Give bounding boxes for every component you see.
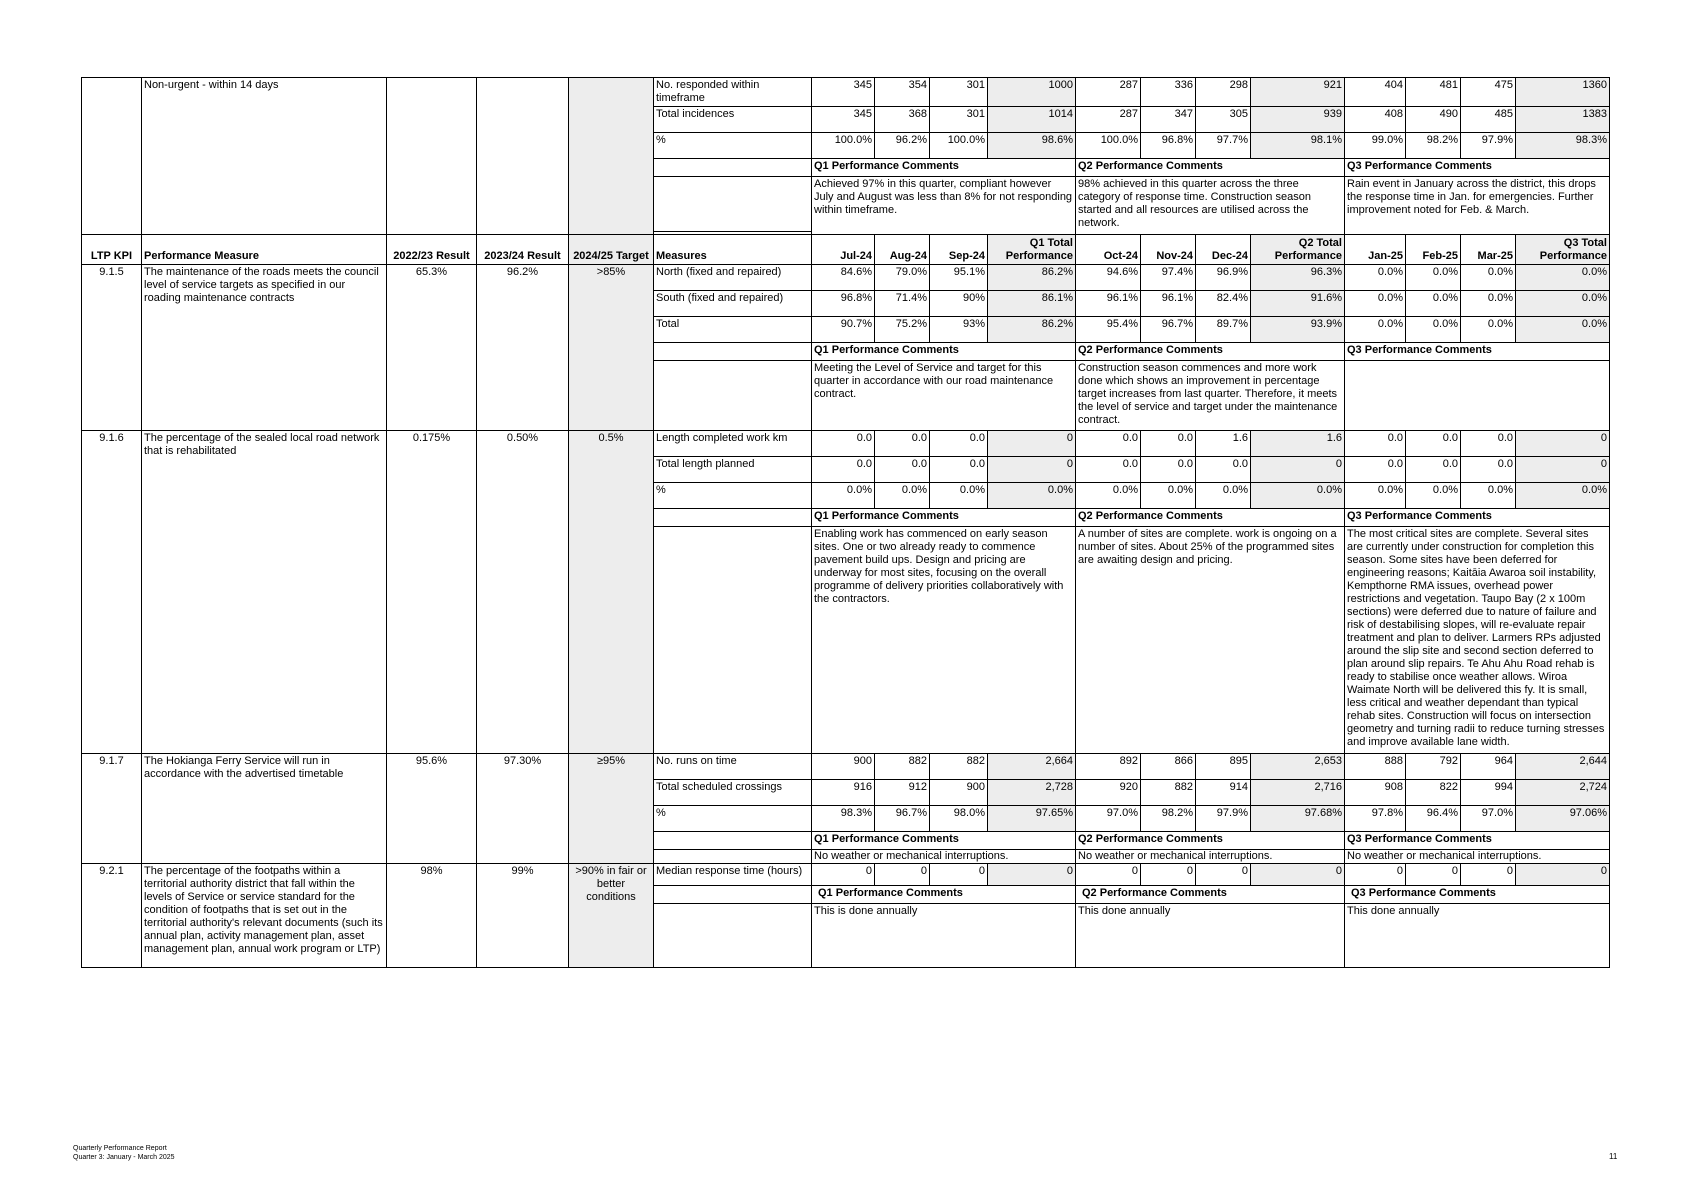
q3-comment: Rain event in January across the district, this drops the response time in Jan. for emergencies. Further improvement noted for Feb. & March. [1345,177,1610,232]
q2-comment: A number of sites are complete. work is ongoing on a number of sites. About 25% of the programmed sites are awaiting design and pricing. [1076,526,1345,753]
page-footer [73,1144,175,1162]
kpi-915-row-1: 9.1.5 The maintenance of the roads meets the council level of service targets as specified in our roading maintenance contracts 65.3% 96.2% >85% North (fixed and repaired) 84.6% 79.0% 95.1% 86.2% 94.6% 97.4% 96.9% 96.3% 0.0% 0.0% 0.0% 0.0% [82,264,1610,290]
measure-label: Total length planned [654,456,812,482]
footer-title: Quarterly Performance Report [73,1145,167,1152]
result-2023-24: 96.2% [477,264,569,430]
q2-comments-label: Q2 Performance Comments [1076,508,1345,526]
top-row-1: Non-urgent - within 14 days No. responded within timeframe 345 354 301 1000 287 336 298 921 404 481 475 1360 [82,78,1610,107]
target-2024-25: >90% in fair or better conditions [569,863,654,967]
result-2022-23: 95.6% [387,753,477,863]
q3-comment [1345,360,1610,430]
q2-comment: 98% achieved in this quarter across the three category of response time. Construction season started and all resources are utilised across the network. [1076,177,1345,232]
header-nov: Nov-24 [1141,234,1196,264]
header-measures: Measures [654,234,812,264]
q2-comment: Construction season commences and more work done which shows an improvement in percentage target increases from last quarter. Therefore, it meets the level of service and target under the maintenance contract. [1076,360,1345,430]
page-number: 11 [1609,1152,1618,1161]
kpi-921-row-1: 9.2.1 The percentage of the footpaths within a territorial authority district that fall within the levels of Service or service standard for the condition of footpaths that is set out in the territorial authority's relevant documents (such its annual plan, activity management plan, asset management plan, annual work program or LTP) 98% 99% >90% in fair or better conditions Median response time (hours) 0 0 0 0 0 0 0 0 0 0 0 0 [82,863,1610,885]
header-oct: Oct-24 [1076,234,1141,264]
ltp-kpi-cell: 9.1.5 [82,264,142,430]
kpi-917-row-3: % 98.3% 96.7% 98.0% 97.65% 97.0% 98.2% 97.9% 97.68% 97.8% 96.4% 97.0% 97.06% [82,805,1610,831]
performance-measure: The percentage of the sealed local road network that is rehabilitated [142,430,387,753]
measure-label: North (fixed and repaired) [654,264,812,290]
header-jul: Jul-24 [812,234,875,264]
measure-label: South (fixed and repaired) [654,290,812,316]
header-aug: Aug-24 [875,234,930,264]
performance-measure: Non-urgent - within 14 days [142,78,387,235]
q1-comment: Meeting the Level of Service and target for this quarter in accordance with our road maintenance contract. [812,360,1076,430]
q2-comments-label: Q2 Performance Comments [1076,885,1345,903]
header-q1-total: Q1 Total Performance [988,234,1076,264]
measure-label: Total [654,316,812,342]
q1-comment: Achieved 97% in this quarter, compliant however July and August was less than 8% for not responding within timeframe. [812,177,1076,232]
q1-comments-label: Q1 Performance Comments [812,342,1076,360]
measure-label: Total scheduled crossings [654,779,812,805]
measure-label: Median response time (hours) [654,863,812,885]
q3-comments-label: Q3 Performance Comments [1345,508,1610,526]
table-header [82,234,1610,264]
result-2023-24: 0.50% [477,430,569,753]
result-2023-24: 99% [477,863,569,967]
footer-subtitle: Quarter 3: January - March 2025 [73,1154,175,1161]
measure-label: Total incidences [654,107,812,133]
performance-measure: The maintenance of the roads meets the council level of service targets as specified in our roading maintenance contracts [142,264,387,430]
kpi-917-row-1: 9.1.7 The Hokianga Ferry Service will run in accordance with the advertised timetable 95.6% 97.30% ≥95% No. runs on time 900 882 882 2,664 892 866 895 2,653 888 792 964 2,644 [82,753,1610,779]
q2-comments-label: Q2 Performance Comments [1076,831,1345,849]
q3-comments-label: Q3 Performance Comments [1345,159,1610,177]
top-row-2: Total incidences 345 368 301 1014 287 347 305 939 408 490 485 1383 [82,107,1610,133]
ltp-kpi-cell: 9.2.1 [82,863,142,967]
q1-comments-label: Q1 Performance Comments [812,885,1076,903]
performance-measure: The Hokianga Ferry Service will run in accordance with the advertised timetable [142,753,387,863]
header-dec: Dec-24 [1196,234,1251,264]
header-target: 2024/25 Target [569,234,654,264]
header-2022-23: 2022/23 Result [387,234,477,264]
header-measure: Performance Measure [142,234,387,264]
target-2024-25: >85% [569,264,654,430]
q3-comments-label: Q3 Performance Comments [1345,885,1610,903]
q1-comment: No weather or mechanical interruptions. [812,849,1076,863]
kpi-table [81,77,1610,968]
q2-comments-label: Q2 Performance Comments [1076,159,1345,177]
ltp-kpi-cell [82,78,142,235]
q2-comments-label: Q2 Performance Comments [1076,342,1345,360]
q3-comment: This done annually [1345,903,1610,967]
q3-comment: The most critical sites are complete. Several sites are currently under construction for completion this season. Some sites have been deferred for engineering reasons; Kaitāia Awaroa soil instability, Kempthorne RMA issues, overhead power restrictions and vegetation. Taupo Bay (2 x 100m sections) were deferred due to nature of failure and risk of destabilising slopes, will re-evaluate repair treatment and plan to deliver. Larmers RPs adjusted around the slip site and second section deferred to plan around slip repairs. Te Ahu Ahu Road rehab is ready to stabilise once weather allows. Wiroa Waimate North will be delivered this fy. It is small, less critical and weather dependant than typical rehab sites. Construction will focus on intersection geometry and turning radii to reduce turning stresses and improve available lane width. [1345,526,1610,753]
kpi-916-row-3: % 0.0% 0.0% 0.0% 0.0% 0.0% 0.0% 0.0% 0.0% 0.0% 0.0% 0.0% 0.0% [82,482,1610,508]
q1-comment: This is done annually [812,903,1076,967]
measure-label: % [654,482,812,508]
top-row-3: % 100.0% 96.2% 100.0% 98.6% 100.0% 96.8% 97.7% 98.1% 99.0% 98.2% 97.9% 98.3% [82,133,1610,159]
result-2022-23: 0.175% [387,430,477,753]
target-2024-25: ≥95% [569,753,654,863]
target-2024-25: 0.5% [569,430,654,753]
measure-label: % [654,133,812,159]
q3-comment: No weather or mechanical interruptions. [1345,849,1610,863]
q2-comment: This done annually [1076,903,1345,967]
kpi-917-row-2: Total scheduled crossings 916 912 900 2,728 920 882 914 2,716 908 822 994 2,724 [82,779,1610,805]
header-jan: Jan-25 [1345,234,1406,264]
measure-label: No. runs on time [654,753,812,779]
header-feb: Feb-25 [1406,234,1461,264]
result-2022-23: 98% [387,863,477,967]
result-2022-23: 65.3% [387,264,477,430]
q2-comment: No weather or mechanical interruptions. [1076,849,1345,863]
q1-comments-label: Q1 Performance Comments [812,508,1076,526]
q1-comment: Enabling work has commenced on early season sites. One or two already ready to commence pavement build ups. Design and pricing are underway for most sites, focusing on the overall programme of delivery priorities collaboratively with the contractors. [812,526,1076,753]
ltp-kpi-cell: 9.1.7 [82,753,142,863]
kpi-916-row-1: 9.1.6 The percentage of the sealed local road network that is rehabilitated 0.175% 0.50% 0.5% Length completed work km 0.0 0.0 0.0 0 0.0 0.0 1.6 1.6 0.0 0.0 0.0 0 [82,430,1610,456]
header-sep: Sep-24 [930,234,988,264]
header-q2-total: Q2 Total Performance [1251,234,1345,264]
ltp-kpi-cell: 9.1.6 [82,430,142,753]
kpi-916-row-2: Total length planned 0.0 0.0 0.0 0 0.0 0.0 0.0 0 0.0 0.0 0.0 0 [82,456,1610,482]
header-2023-24: 2023/24 Result [477,234,569,264]
kpi-915-row-3: Total 90.7% 75.2% 93% 86.2% 95.4% 96.7% 89.7% 93.9% 0.0% 0.0% 0.0% 0.0% [82,316,1610,342]
performance-measure: The percentage of the footpaths within a territorial authority district that fall within the levels of Service or service standard for the condition of footpaths that is set out in the territorial authority's relevant documents (such its annual plan, activity management plan, asset management plan, annual work program or LTP) [142,863,387,967]
result-2023-24: 97.30% [477,753,569,863]
q3-comments-label: Q3 Performance Comments [1345,831,1610,849]
measure-label: % [654,805,812,831]
q1-comments-label: Q1 Performance Comments [812,831,1076,849]
header-mar: Mar-25 [1461,234,1516,264]
q1-comments-label: Q1 Performance Comments [812,159,1076,177]
q3-comments-label: Q3 Performance Comments [1345,342,1610,360]
kpi-915-row-2: South (fixed and repaired) 96.8% 71.4% 90% 86.1% 96.1% 96.1% 82.4% 91.6% 0.0% 0.0% 0.0% 0.0% [82,290,1610,316]
header-q3-total: Q3 Total Performance [1516,234,1610,264]
measure-label: Length completed work km [654,430,812,456]
header-ltp-kpi: LTP KPI [82,234,142,264]
measure-label: No. responded within timeframe [654,78,812,107]
